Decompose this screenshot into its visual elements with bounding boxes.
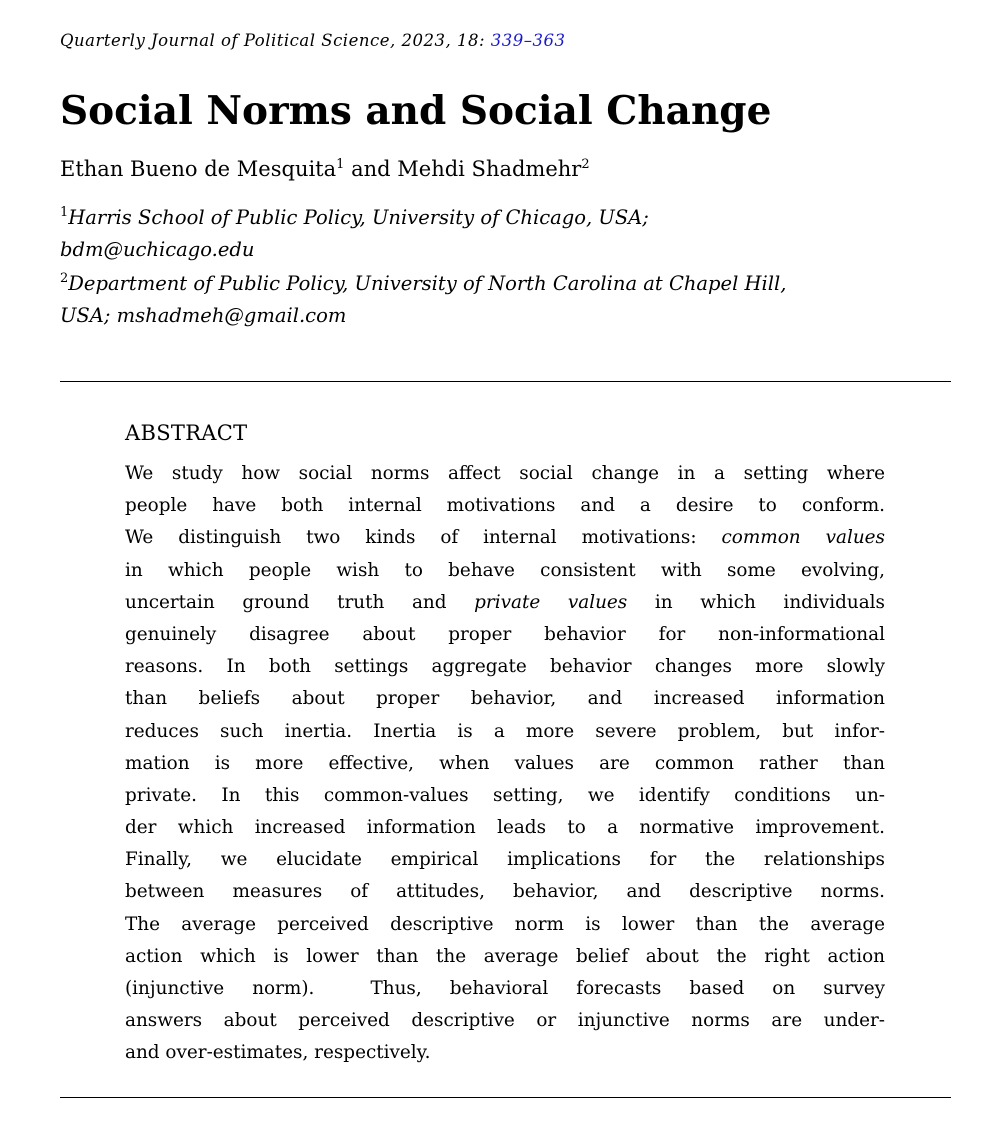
- abstract-line: [125, 522, 885, 554]
- abstract-line: [125, 716, 885, 748]
- author-joiner: and: [344, 157, 398, 181]
- abstract-line: [125, 780, 885, 812]
- abstract-text: reasons. In both settings aggregate behavior changes more slowly: [125, 656, 885, 678]
- affiliation: [60, 268, 960, 332]
- author-name: Ethan Bueno de Mesquita: [60, 157, 337, 181]
- author-name: Mehdi Shadmehr: [397, 157, 582, 181]
- paper-title: Social Norms and Social Change: [60, 88, 772, 134]
- abstract-text: genuinely disagree about proper behavior for non-informational: [125, 623, 885, 645]
- affiliation-line: [60, 202, 960, 234]
- abstract-line: [125, 555, 885, 587]
- abstract-line: [125, 876, 885, 908]
- abstract-text: between measures of attitudes, behavior, and descriptive norms.: [125, 881, 885, 903]
- abstract-line: [125, 458, 885, 490]
- abstract-line: [125, 1005, 885, 1037]
- affiliation-institution: Harris School of Public Policy, University of Chicago, USA;: [68, 206, 649, 229]
- abstract-line: [125, 651, 885, 683]
- abstract-line: [125, 683, 885, 715]
- author-affiliation-mark: 1: [336, 157, 345, 172]
- bottom-divider: [60, 1097, 951, 1098]
- abstract-text: reduces such inertia. Inertia is a more severe problem, but infor-: [125, 720, 885, 742]
- author-list: [60, 157, 590, 182]
- affiliation-line: [60, 268, 960, 300]
- abstract-text: and over-estimates, respectively.: [125, 1042, 431, 1064]
- abstract-text: We study how social norms affect social change in a setting where: [125, 463, 885, 484]
- abstract-text: action which is lower than the average belief about the right action: [125, 945, 885, 967]
- abstract-line: [125, 587, 885, 619]
- abstract-text: private. In this common-values setting, we identify conditions un-: [125, 784, 885, 806]
- affiliation-email[interactable]: bdm@uchicago.edu: [60, 238, 255, 261]
- abstract-line: [125, 619, 885, 651]
- abstract-emphasis: common values: [721, 527, 885, 549]
- abstract-text: in which individuals: [627, 591, 885, 613]
- abstract-line: [125, 973, 885, 1005]
- abstract-text: mation is more effective, when values are common rather than: [125, 752, 885, 774]
- top-divider: [60, 381, 951, 382]
- affiliation: [60, 202, 960, 266]
- journal-pages-link[interactable]: 339–363: [490, 31, 566, 50]
- abstract-line: [125, 812, 885, 844]
- abstract-text: We distinguish two kinds of internal motivations:: [125, 527, 722, 549]
- abstract-text: uncertain ground truth and: [125, 591, 475, 613]
- abstract-body: [125, 458, 885, 1070]
- abstract-text: answers about perceived descriptive or injunctive norms are under-: [125, 1010, 885, 1032]
- abstract-text: der which increased information leads to a normative improvement.: [125, 817, 885, 839]
- abstract-text: The average perceived descriptive norm is lower than the average: [125, 913, 885, 935]
- author-affiliation-mark: 2: [581, 157, 590, 172]
- abstract-text: in which people wish to behave consistent with some evolving,: [125, 559, 885, 581]
- abstract-line: [125, 748, 885, 780]
- abstract-heading: ABSTRACT: [125, 421, 248, 445]
- affiliation-institution: Department of Public Policy, University of North Carolina at Chapel Hill,: [68, 272, 787, 295]
- abstract-line: [125, 1037, 885, 1069]
- affiliation-mark: 1: [60, 205, 69, 220]
- journal-citation: [60, 31, 566, 50]
- abstract-text: (injunctive norm). Thus, behavioral forecasts based on survey: [125, 978, 885, 999]
- abstract-line: [125, 844, 885, 876]
- abstract-line: [125, 941, 885, 973]
- journal-citation-text: Quarterly Journal of Political Science, 2023, 18:: [60, 31, 491, 50]
- abstract-text: Finally, we elucidate empirical implications for the relationships: [125, 849, 885, 871]
- abstract-line: [125, 909, 885, 941]
- abstract-emphasis: private values: [474, 591, 628, 613]
- affiliation-mark: 2: [60, 271, 69, 286]
- abstract-text: than beliefs about proper behavior, and increased information: [125, 688, 885, 710]
- abstract-text: people have both internal motivations and a desire to conform.: [125, 495, 885, 517]
- affiliation-email[interactable]: USA; mshadmeh@gmail.com: [60, 304, 347, 327]
- abstract-line: [125, 490, 885, 522]
